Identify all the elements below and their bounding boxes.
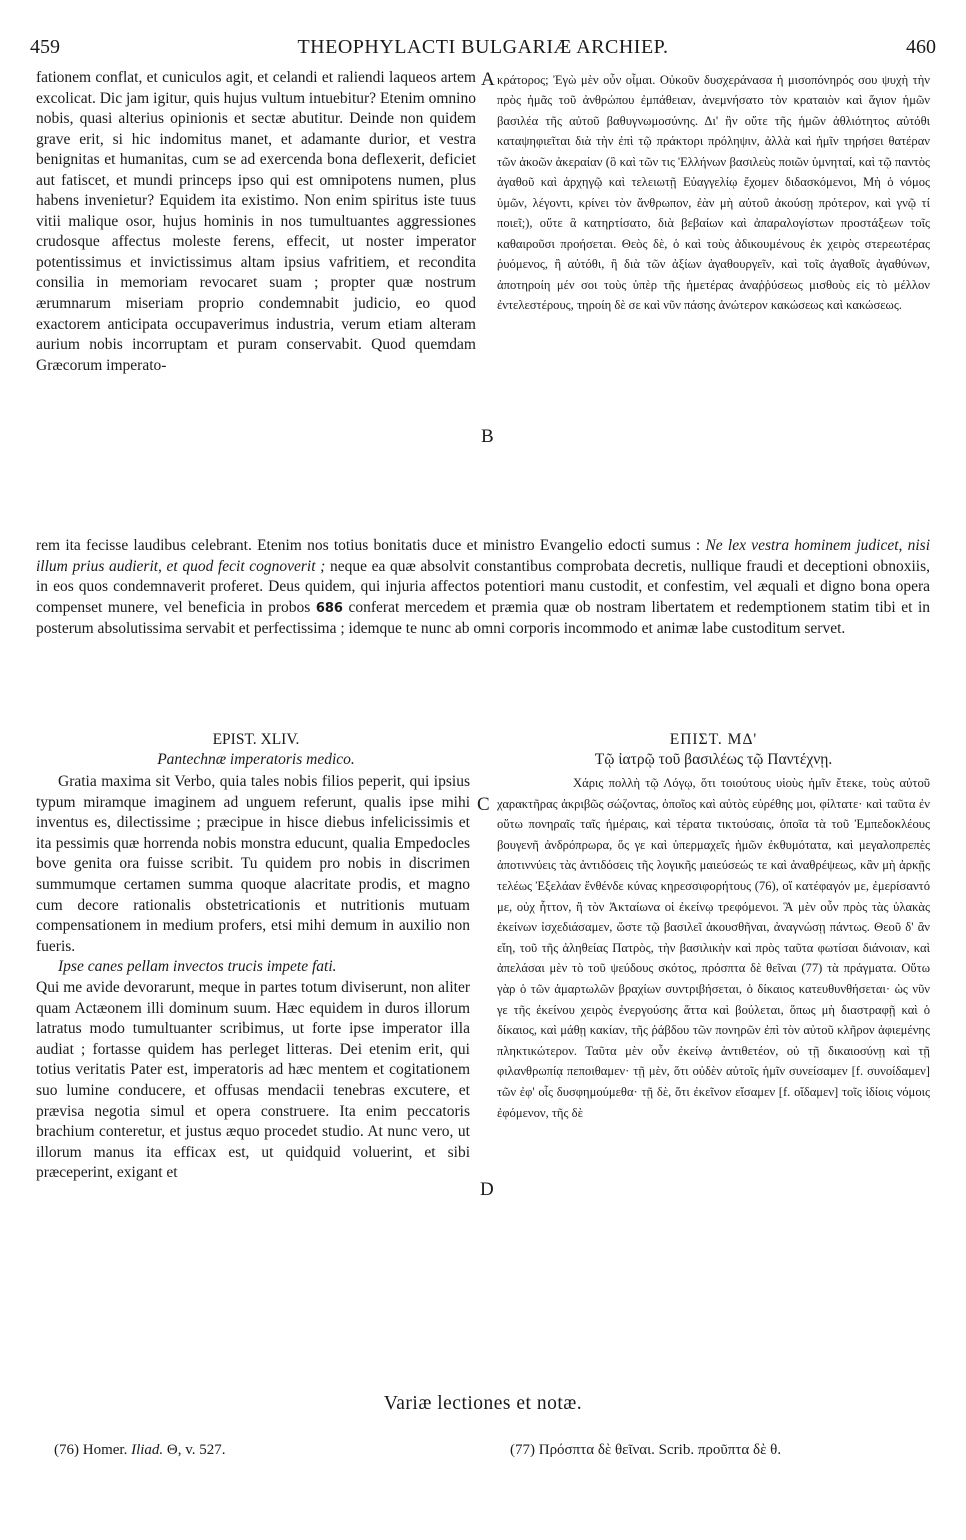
footnote-76-work: Iliad.	[131, 1442, 164, 1458]
page-number-left: 459	[30, 36, 60, 58]
greek-epistle-heading	[497, 730, 930, 770]
greek-epistle-paragraph: Χάρις πολλὴ τῷ Λόγῳ, ὅτι τοιούτους υἱοὺς ἡμῖν ἔτεκε, τοὺς αὐτοῦ χαρακτῆρας ἀκριβῶς σώζοντας, ὁποῖος καὶ αὐτὸς εὑρέθης μοι, φίλτατε· καὶ ταῦτα ἐν οὕτω πονηραῖς ταῖς ἡμέραις, καὶ τέρατα τικτούσαις, ὁποῖα τὰ τοῦ Ἐμπεδοκλέους βουγενῆ ἀνδρόπρωρα, ὅς γε καὶ ὑπερμαχεῖς ἡμῶν ἐκθυμότατα, καὶ μεγαλοπρεπὲς ἀποτιννύεις τὰς ἀντιδόσεις τῆς λογικῆς μαιεύσεώς τε καὶ ἀναθρέψεως, κἂν μὴ ἀρκῇς τελέως Ἐξελάαν ἔνθένδε κύνας κηρεσσιφορήτους (76), οἵ κατέφαγόν με, ἐμερίσαντό με, οὐχ ἧττον, ἢ τὸν Ἀκταίωνα οἱ ἐκείνῳ τρεφόμενοι. Ἃ μὲν οὖν πρὸς τὰς ὑλακὰς ἐκείνων ἰσχεδιάσαμεν, ὥστε τῷ βασιλεῖ ἀκουσθῆναι, ἀναγνώσῃ πάντως. Θεοῦ δ' ἂν εἴη, τοῦ τῆς ἀληθείας Πατρὸς, τὴν βασιλικὴν καὶ πρὸς ταῦτα φωτίσαι διάνοιαν, καὶ ἀπελάσαι μὲν τὸ τοῦ ψεύδους σκότος, πρόσπτα δὲ θεῖναι (77) τὰ πράγματα. Οὕτω γὰρ ὁ τῶν ἁμαρτωλῶν βραχίων συντριβήσεται, ὁ δίκαιος κατευθυνθήσεται· ὡς νῦν γε τῆς ἐκείνου χειρὸς ἐνεργούσης ἅττα καὶ βούλεται, ὅπως μὴ διαστραφῇ καὶ ὁ δίκαιος, καὶ μάθῃ κακίαν, τῆς ῥάβδου τῶν πονηρῶν ἐπὶ τὸν αὐτοῦ κλῆρον ἀφιεμένης πληκτικώτερον. Ταῦτα μὲν οὖν ἐκείνῳ ἀντιθετέον, οὐ τῇ δικαιοσύνῃ καὶ τῇ φιλανθρωπίᾳ πεποιθαμεν· τῇ μὲν, ὅτι οὐδὲν αὐτοῖς ἡμῖν συνείσαμεν [f. συνοίδαμεν] τῶν ἐφ' οἷς δυσφημούμεθα· τῇ δὲ, ὅτι ἐκεῖνον εἴσαμεν [f. οἴδαμεν] τοῖς ἰδίοις νόμοις ἐφόμενον, τῆς δὲ	[497, 776, 930, 1120]
latin-epistle-paragraph-2: Qui me avide devorarunt, meque in partes totum diviserunt, non aliter quam Actæonem illi dominum suum. Hæc equidem in duros illorum latratus modo tumultuanter scribimus, ut forte ipse imperator illa audiat ; fortasse quidem has perleget litteras. Dei etenim erit, qui totius veritatis Pater est, imperatoris ad hæc mentem et cogitationem suo lumine conducere, et offusas mendacii tenebras excutere, et prævisa negotia simul et opera construere. Ita enim peccatoris brachium conteretur, et justus æquo procedet studio. At nunc vero, ut illorum manus ita efficax est, ut quidquid voluerint, et sibi præceperint, exigant et	[36, 978, 470, 1182]
latin-column-bottom	[36, 772, 470, 1184]
latin-paragraph-top: fationem conflat, et cuniculos agit, et celandi et raliendi laqueos artem excolicat. Dic jam igitur, quis hujus vultum intuebitur? Etenim omnino nobis, quasi alterius opinionis et sectæ abutitur. Deinde non quidem grave erit, si hic indomitus manet, et adamante durior, et vestra benignitas et humanitas, cum se ad exercenda bona deflexerit, deficiet aut fatiscet, et mundi princeps ipso qui est omnipotens numen, plus habens invenietur? Equidem ita existimo. Non enim spiritus iste tuus vitii malique osor, hujus hominis in nos tumultuantes aggressiones crudosque affectus moleste ferens, effecit, ut noster imperator potentissimus et invictissimus altam ipsius vafritiem, et recondita consilia in memoriam revocaret suam ; propter quæ nostrum ærumnarum miseriam proprio condemnabit judicio, eo quod exactorem anticipata occupaverimus industria, verum etiam alteram aurium nobis incorruptam et puram conservabit. Quod quemdam Græcorum imperato-	[36, 69, 476, 374]
footnote-76-ref: Θ, v. 527.	[166, 1442, 226, 1458]
greek-epistle-title: ΕΠΙΣΤ. ΜΔ'	[669, 731, 758, 748]
margin-letter-d: D	[480, 1179, 494, 1200]
greek-column-top	[497, 70, 930, 315]
margin-letter-a: A	[481, 69, 495, 90]
greek-epistle-addressee: Τῷ ἰατρῷ τοῦ βασιλέως τῷ Παντέχνῃ.	[594, 751, 833, 768]
latin-epistle-heading	[36, 730, 476, 770]
footnote-76-label: (76) Homer.	[54, 1442, 128, 1458]
running-title: THEOPHYLACTI BULGARIÆ ARCHIEP.	[297, 36, 669, 58]
notes-heading: Variæ lectiones et notæ.	[383, 1393, 583, 1414]
margin-letter-b: B	[481, 426, 494, 447]
footnote-76	[54, 1440, 474, 1460]
column-number: 686	[315, 600, 343, 616]
greek-column-bottom	[497, 773, 930, 1123]
latin-epistle-title: EPIST. XLIV.	[212, 731, 300, 748]
gospel-quote: Ne lex vestra hominem judicet, nisi illum prius audierit, et quod fecit cognoverit ;	[36, 537, 931, 575]
full-text-2: neque ea quæ absolvit constantibus comprobata decretis, nullique fraudi et deceptioni obnoxiis, in eos quos condemnaverit proferet. Deus quidem, qui injuria affectos potentiori manu custodit, et confestim, vel æquali et digno bona opera compenset munere, vel beneficia in probos	[36, 557, 930, 616]
full-width-paragraph	[36, 536, 930, 640]
margin-letter-c: C	[477, 794, 490, 815]
footnote-77: (77) Πρόσπτα δὲ θεῖναι. Scrib. προῦπτα δὲ θ.	[510, 1442, 782, 1458]
running-header	[30, 34, 936, 60]
latin-column-top	[36, 68, 476, 376]
latin-verse-line: Ipse canes pellam invectos trucis impete fati.	[58, 958, 337, 976]
full-text-3: conferat mercedem et præmia quæ ob nostram libertatem et redemptionem statim tibi et in posterum absolutissima servabit et perfectissima ; idemque te nunc ab omni corporis incommodo et animæ labe custoditum servet.	[36, 598, 930, 638]
full-text-1: rem ita fecisse laudibus celebrant. Etenim nos totius bonitatis duce et ministro Evangelio edocti sumus :	[36, 537, 701, 554]
page-number-right: 460	[906, 36, 936, 58]
latin-epistle-paragraph-1: Gratia maxima sit Verbo, quia tales nobis filios peperit, qui ipsius typum miramque imaginem ad unguem referunt, qualis ipse mihi inventus es, dilectissime ; præcipue in hisce diebus infelicissimis et ita pessimis quæ horrenda nobis monstra educunt, qualia Empedocles bove genita ora fuisse scribit. Tu quidem pro nobis in discrimen summumque certamen summa quoque alacritate prodis, et magno cum decore rationalis obstetricationis et nutritionis mutuam compensationem in medium profers, etsi mihi demum in auxilio non fueris.	[36, 773, 470, 955]
greek-paragraph-top: κράτορος; Ἐγὼ μὲν οὖν οἶμαι. Οὐκοῦν δυσχεράνασα ἡ μισοπόνηρός σου ψυχὴ τὴν πρὸς ἡμᾶς τοῦ ἀνθρώπου ἐμπάθειαν, ἀνεμνήσατο τὸν κραταιὸν καὶ ἅγιον ἡμῶν βασιλέα τῆς αὐτοῦ βαθυγνωμοσύνης. Δι' ἣν οὔτε τῆς ἡμῶν ἀθλιότητος αὐτόθι καταψηφιεῖται διὰ τὴν ἐπὶ τῷ πράκτορι πρόληψιν, ἀλλὰ καὶ ἡμῖν τηρήσει θατέραν τῶν ἀκοῶν ἀκεραίαν (ὃ καὶ τῶν τις Ἑλλήνων βασιλεὺς ποιῶν ὑμνηταί, καὶ τῷ παντὸς ἀγαθοῦ καὶ ἀρχηγῷ καὶ τελειωτῇ Εὐαγγελίῳ ἔχομεν διδασκόμενοι, Μὴ ὁ νόμος ὑμῶν, λέγοντι, κρίνει τὸν ἄνθρωπον, ἐὰν μὴ αὐτοῦ ἀκούσῃ πρότερον, καὶ γνῷ τί ποιεῖ;), οὔτε ἃ κατηρτίσατο, διὰ βεβαίων καὶ ἀπαραλογίστων προστάξεων τοῖς καθαιροῦσι προήσεται. Θεὸς δὲ, ὁ καὶ τοὺς ἀδικουμένους ἐκ χειρὸς στερεωτέρας ῥυόμενος, ἢ αὐτόθι, ἢ διὰ τῶν ἀξίων ἀγαθουργεῖν, καὶ τοῖς ἀγαθοῖς ἀγαθύνων, ἀποτηροίη μέν σοι τοὺς ὑπὲρ τῆς ἡμετέρας ἀναῤῥύσεως μισθοὺς εἰς τὸ μέλλον ἐντελεστέρους, τηροίη δὲ σε καὶ νῦν πάσης ἀνώτερον κακώσεως καὶ κακώσεως.	[497, 73, 930, 312]
latin-epistle-addressee: Pantechnæ imperatoris medico.	[157, 751, 355, 768]
